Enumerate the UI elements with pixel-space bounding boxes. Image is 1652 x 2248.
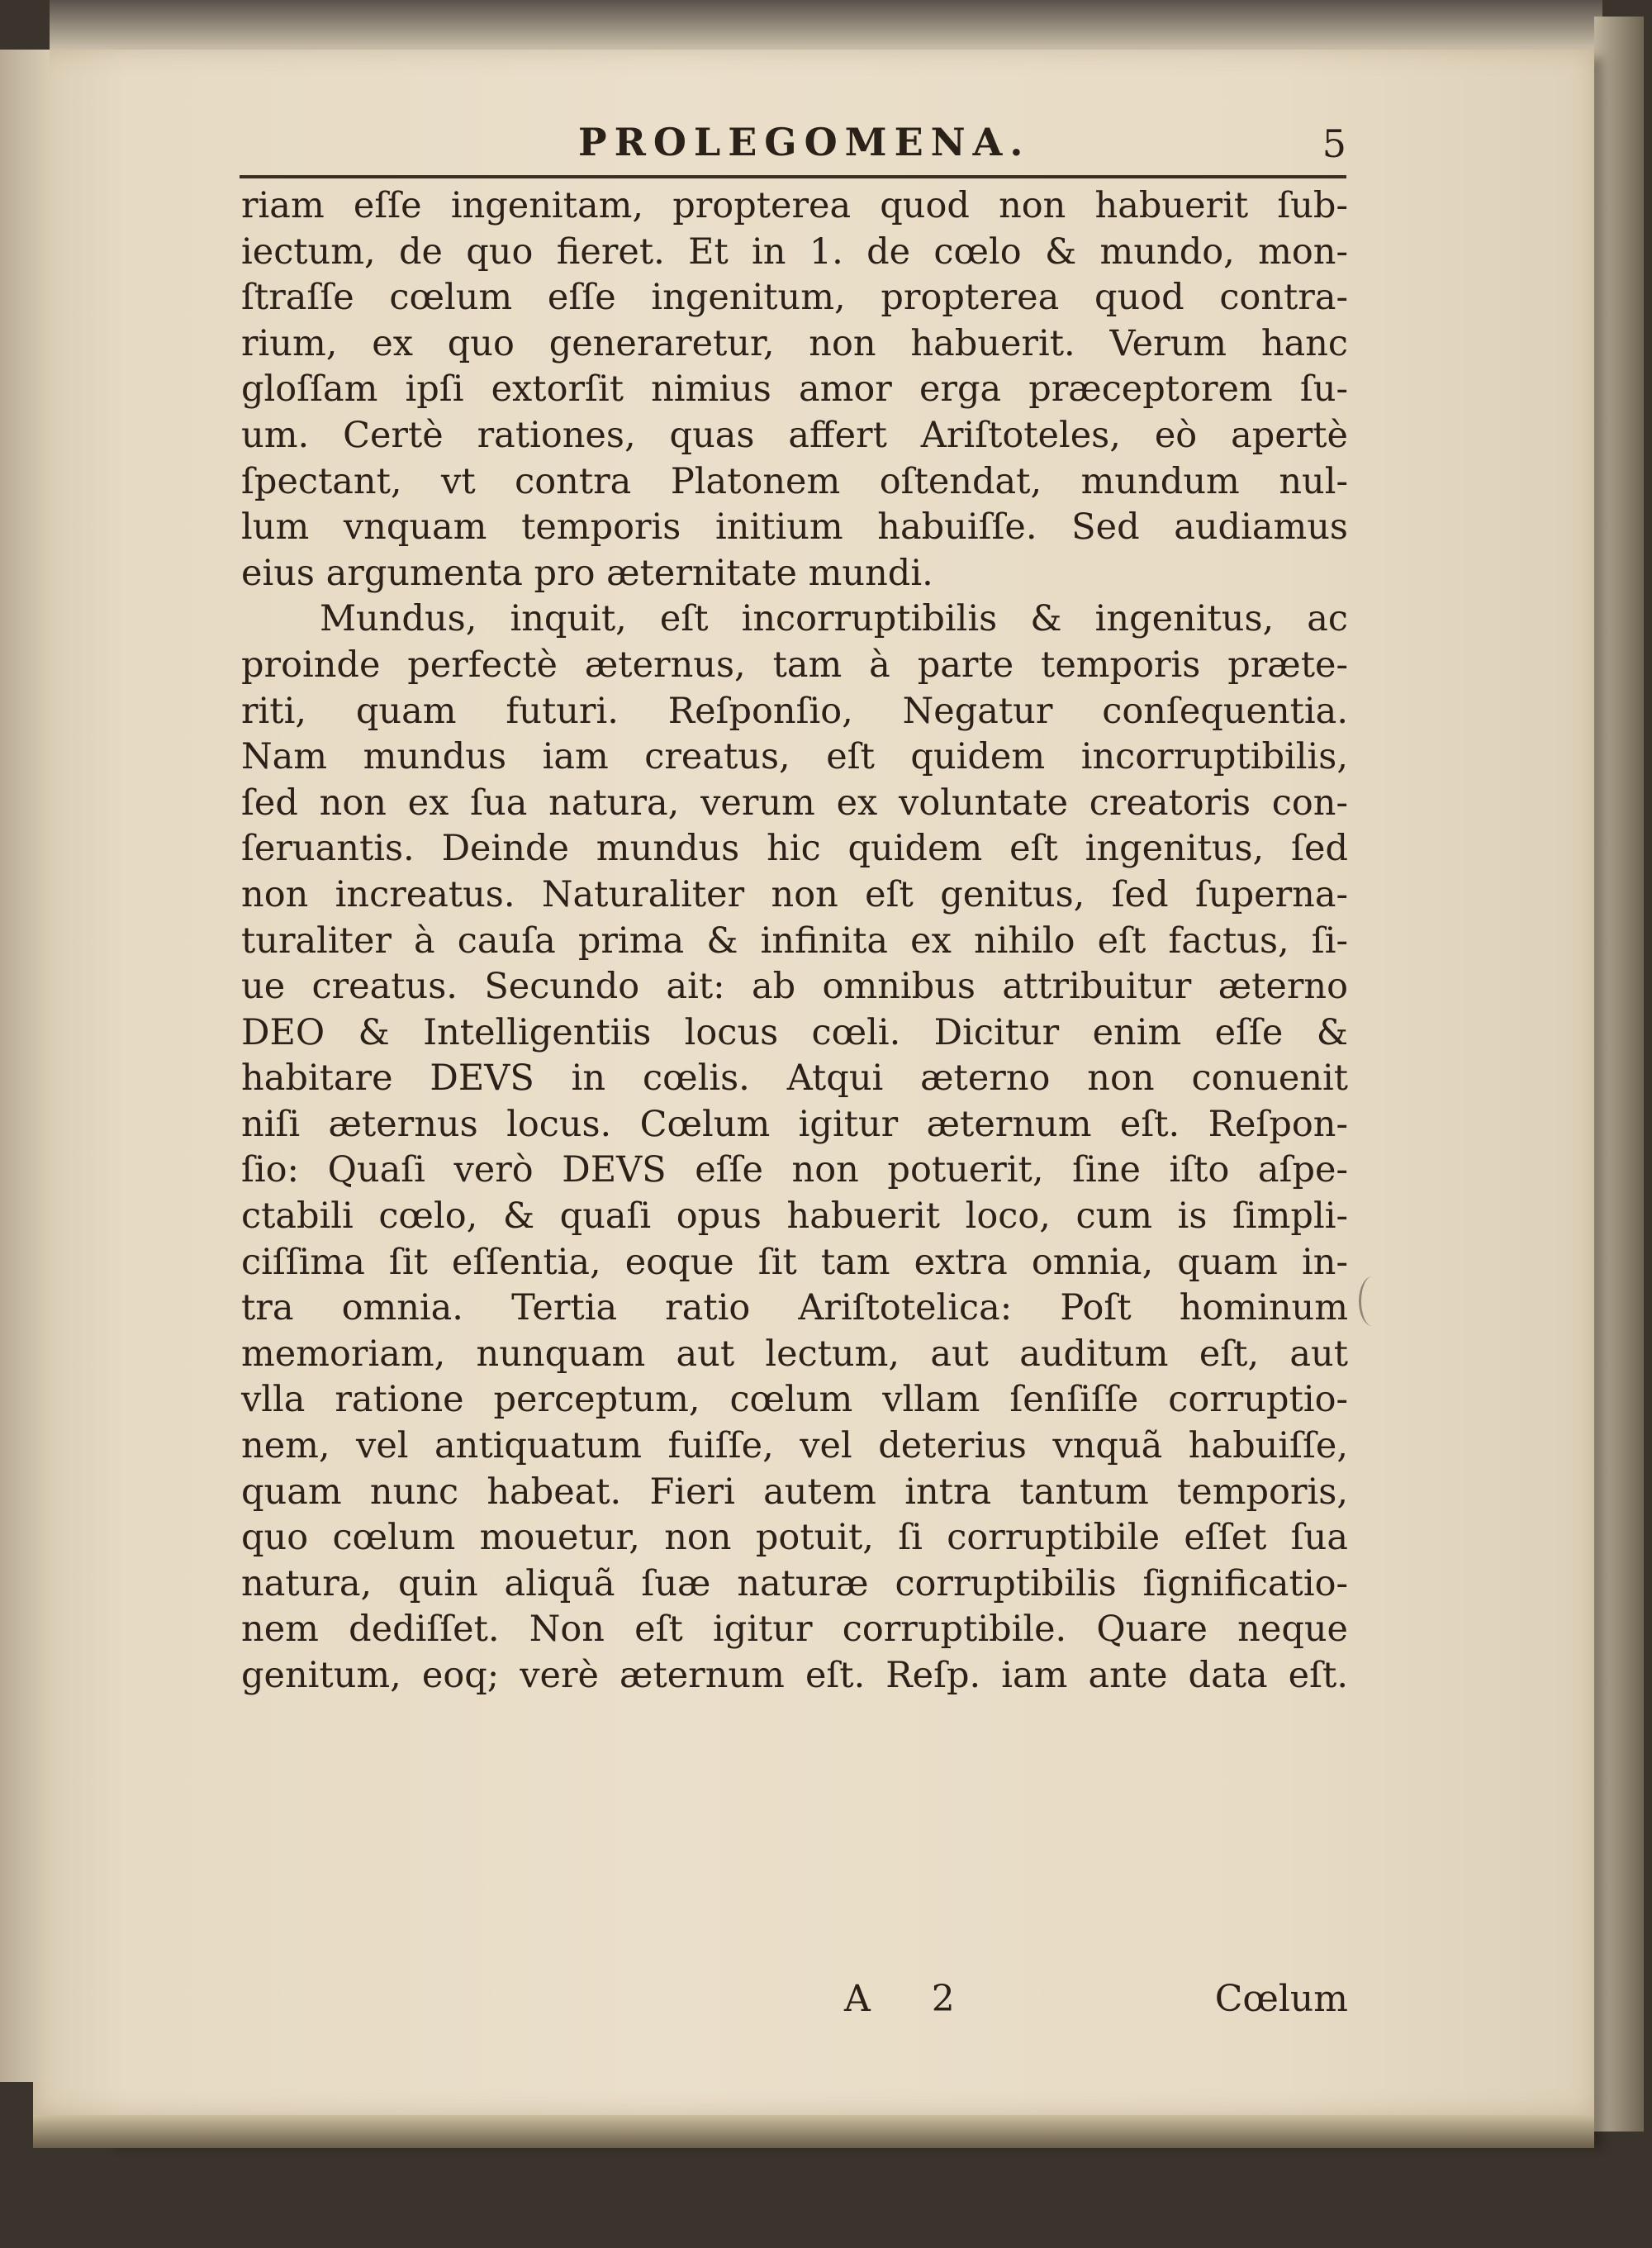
text-line: ſtraſſe cœlum eſſe ingenitum, propterea quod contra- (241, 277, 1348, 319)
page-number: 5 (1322, 121, 1346, 166)
text-line: tra omnia. Tertia ratio Ariſtotelica: Poſt hominum (241, 1287, 1348, 1329)
text-line: genitum, eoq; verè æternum eſt. Reſp. iam ante data eſt. (241, 1655, 1348, 1696)
text-line: quo cœlum mouetur, non potuit, ſi corruptibile eſſet ſua (241, 1517, 1348, 1559)
text-line: ſeruantis. Deinde mundus hic quidem eſt ingenitus, ſed (241, 828, 1348, 870)
text-line: habitare DEVS in cœlis. Atqui æterno non conuenit (241, 1057, 1348, 1100)
text-line: gloſſam ipſi extorſit nimius amor erga præceptorem ſu- (241, 368, 1348, 411)
page-header (248, 120, 1346, 178)
facing-page-edge (0, 50, 50, 2082)
margin-ink-mark (1359, 1276, 1386, 1326)
text-line: ctabili cœlo, & quaſi opus habuerit loco, cum is ſimpli- (241, 1195, 1348, 1238)
header-rule (240, 175, 1346, 178)
book-bottom-edge (33, 2115, 1594, 2148)
text-line: turaliter à cauſa prima & infinita ex nihilo eſt factus, ſi- (241, 920, 1348, 962)
text-line: natura, quin aliquã ſuæ naturæ corruptibilis ſignificatio- (241, 1562, 1348, 1604)
running-head: PROLEGOMENA. (578, 120, 1031, 164)
text-line: proinde perfectè æternus, tam à parte temporis præte- (241, 644, 1348, 686)
text-line: non increatus. Naturaliter non eſt genitus, ſed ſuperna- (241, 873, 1348, 915)
text-line: ue creatus. Secundo ait: ab omnibus attribuitur æterno (241, 966, 1348, 1008)
text-line: ſio: Quaſi verò DEVS eſſe non potuerit, ſine iſto aſpe- (241, 1149, 1348, 1191)
page-footer (241, 1978, 1348, 2027)
text-line: ſed non ex ſua natura, verum ex voluntate creatoris con- (241, 782, 1348, 824)
text-line: nem, vel antiquatum fuiſſe, vel deterius vnquã habuiſſe, (241, 1425, 1348, 1467)
text-line: riam eſſe ingenitam, propterea quod non habuerit ſub- (241, 185, 1348, 226)
text-line: quam nunc habeat. Fieri autem intra tantum temporis, (241, 1471, 1348, 1513)
text-line: ciſſima ſit eſſentia, eoque ſit tam extra omnia, quam in- (241, 1241, 1348, 1283)
text-line: rium, ex quo generaretur, non habuerit. Verum hanc (241, 322, 1348, 364)
book-top-edge (50, 0, 1602, 50)
text-line: ſpectant, vt contra Platonem oſtendat, mundum nul- (241, 460, 1348, 502)
text-line: Nam mundus iam creatus, eſt quidem incorruptibilis, (241, 736, 1348, 778)
text-line: riti, quam futuri. Reſponſio, Negatur conſequentia. (241, 690, 1348, 732)
body-text (241, 183, 1348, 1699)
text-line: um. Certè rationes, quas affert Ariſtoteles, eò apertè (241, 414, 1348, 456)
text-line: memoriam, nunquam aut lectum, aut auditum eſt, aut (241, 1333, 1348, 1375)
text-line: lum vnquam temporis initium habuiſſe. Sed audiamus (241, 506, 1348, 549)
text-line: iectum, de quo fieret. Et in 1. de cœlo & mundo, mon- (241, 231, 1348, 273)
text-line: DEO & Intelligentiis locus cœli. Dicitur enim eſſe & (241, 1011, 1348, 1053)
catchword: Cœlum (1214, 1978, 1348, 2020)
text-line: Mundus, inquit, eſt incorruptibilis & ingenitus, ac (320, 598, 1348, 640)
text-line: eius argumenta pro æternitate mundi. (241, 552, 933, 594)
text-line: nem dediſſet. Non eſt igitur corruptibile. Quare neque (241, 1609, 1348, 1651)
text-line: vlla ratione perceptum, cœlum vllam ſenſiſſe corruptio- (241, 1379, 1348, 1421)
text-line: niſi æternus locus. Cœlum igitur æternum eſt. Reſpon- (241, 1103, 1348, 1145)
signature-mark: A 2 (844, 1978, 980, 2020)
